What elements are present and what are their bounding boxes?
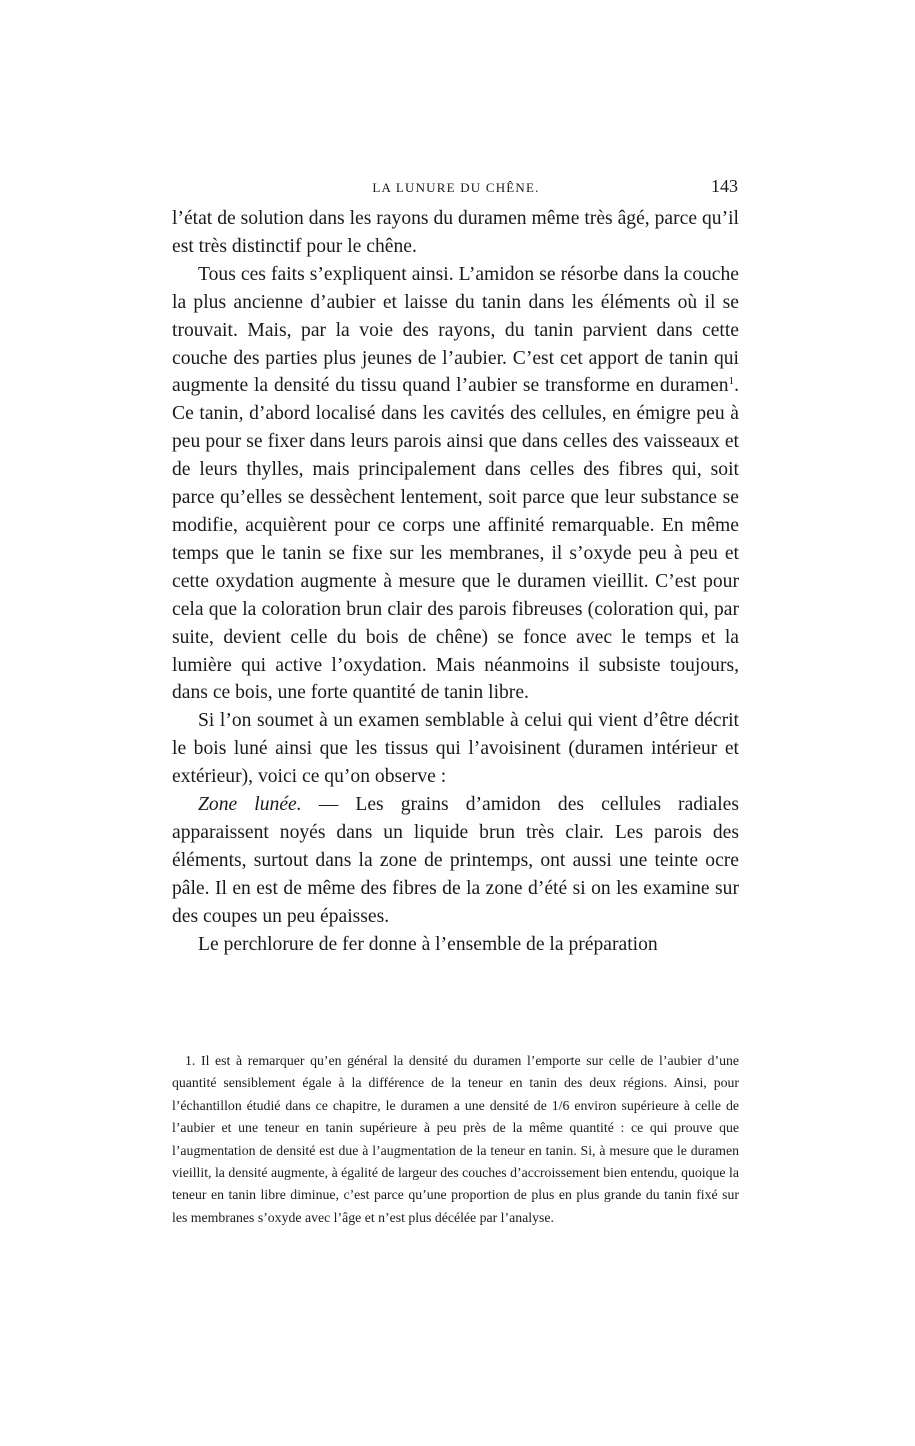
paragraph-5: Le perchlorure de fer donne à l’ensemble de la préparation <box>198 933 658 955</box>
paragraph-3: Si l’on soumet à un examen semblable à celui qui vient d’être décrit le bois luné ainsi que les tissus qui l’avoisinent (duramen intérieur et extérieur), voici ce qu’on observe : <box>172 710 739 788</box>
running-head <box>172 176 740 200</box>
zone-lunee-label: Zone lunée. <box>198 794 302 816</box>
paragraph-2 <box>172 261 739 708</box>
footnotes <box>172 1050 739 1229</box>
paragraph-2-part-2: . Ce tanin, d’abord localisé dans les cavités des cellules, en émigre peu à peu pour se fixer dans leurs parois ainsi que dans celles des vaisseaux et de leurs thylles, mais principalement dans celles des fibres qui, soit parce qu’elles se dessèchent lentement, soit parce que leur substance se modifie, acquièrent pour ce corps une affinité remarquable. En même temps que le tanin se fixe sur les membranes, il s’oxyde peu à peu et cette oxydation augmente à mesure que le duramen vieillit. C’est pour cela que la coloration brun clair des parois fibreuses (coloration qui, par suite, devient celle du bois de chêne) se fonce avec le temps et la lumière qui active l’oxydation. Mais néanmoins il subsiste toujours, dans ce bois, une forte quantité de tanin libre. <box>172 375 739 704</box>
paragraph-1: l’état de solution dans les rayons du duramen même très âgé, parce qu’il est très distinctif pour le chêne. <box>172 208 739 257</box>
paragraph-4-text: — Les grains d’amidon des cellules radiales apparaissent noyés dans un liquide brun très clair. Les parois des éléments, surtout dans la zone de printemps, ont aussi une teinte ocre pâle. Il en est de même des fibres de la zone d’été si on les examine sur des coupes un peu épaisses. <box>172 794 739 927</box>
paragraph-4 <box>172 791 739 931</box>
main-text <box>172 205 739 958</box>
footnote-1: 1. Il est à remarquer qu’en général la densité du duramen l’emporte sur celle de l’aubier d’une quantité sensiblement égale à la différence de la teneur en tanin des deux régions. Ainsi, pour l’échantillon étudié dans ce chapitre, le duramen a une densité de 1/6 environ supérieure à celle de l’aubier et une teneur en tanin supérieure à peu près de la même quantité : ce qui prouve que l’augmentation de densité est due à l’augmentation de la teneur en tanin. Si, à mesure que le duramen vieillit, la densité augmente, à égalité de largeur des couches d’accroissement bien entendu, quoique la teneur en tanin libre diminue, c’est parce qu’une proportion de plus en plus grande du tanin fixé sur les membranes s’oxyde avec l’âge et n’est plus décélée par l’analyse. <box>172 1053 739 1225</box>
page-number: 143 <box>711 176 738 196</box>
paragraph-2-part-1: Tous ces faits s’expliquent ainsi. L’amidon se résorbe dans la couche la plus ancienne d’aubier et laisse du tanin dans les éléments où il se trouvait. Mais, par la voie des rayons, du tanin parvient dans cette couche des parties plus jeunes de l’aubier. C’est cet apport de tanin qui augmente la densité du tissu quand l’aubier se transforme en duramen <box>172 263 739 397</box>
running-title: LA LUNURE DU CHÊNE. <box>372 180 540 195</box>
footnote-reference: 1 <box>728 375 735 388</box>
